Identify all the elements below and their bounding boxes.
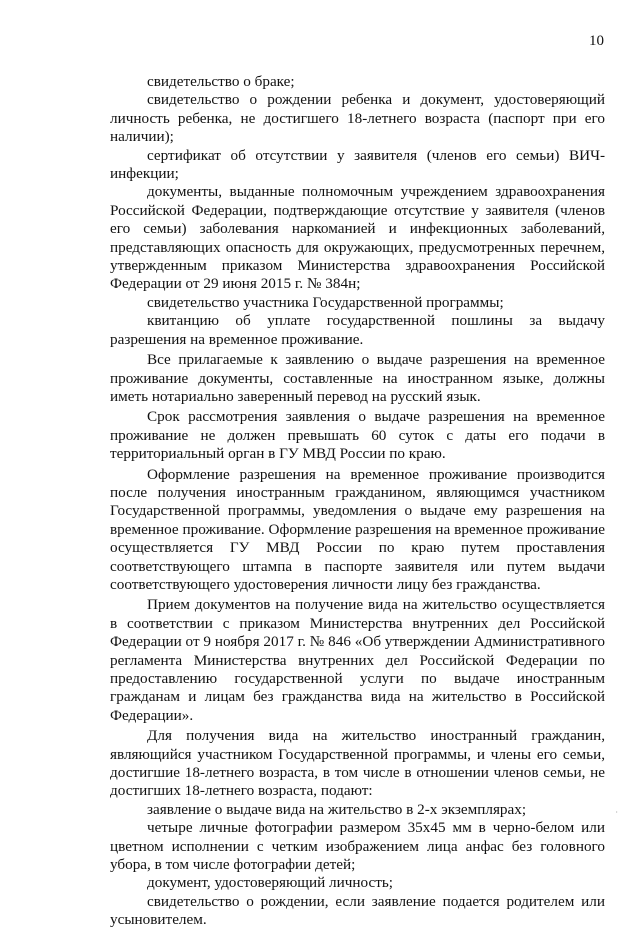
paragraph-review-period: Срок рассмотрения заявления о выдаче разрешения на временное проживание не должен превышать 60 суток с даты его подачи в территориальный орган в ГУ МВД России по краю.: [110, 408, 605, 463]
paragraph-hiv-certificate: сертификат об отсутствии у заявителя (членов его семьи) ВИЧ-инфекции;: [110, 146, 605, 183]
paragraph-birth-certificate-parent: свидетельство о рождении, если заявление подается родителем или усыновителем.: [110, 892, 605, 929]
paragraph-marriage-certificate: свидетельство о браке;: [147, 73, 295, 90]
paragraph-permit-registration: Оформление разрешения на временное проживание производится после получения иностранным гражданином, являющимся участником Государственной программы, уведомления о выдаче ему разрешения на временное проживание. Оформление разрешения на временное проживание осуществляется ГУ МВД России по краю путем проставления соответствующего штампа в паспорте заявителя или путем выдачи соответствующего удостоверения личности лицу без гражданства.: [110, 465, 605, 593]
paragraph-photographs: четыре личные фотографии размером 35x45 мм в черно-белом или цветном исполнении с четким изображением лица анфас без головного убора, в том числе фотографии детей;: [110, 819, 605, 874]
paragraph-residence-permit-intake: Прием документов на получение вида на жительство осуществляется в соответствии с приказом Министерства внутренних дел Российской Федерации от 9 ноября 2017 г. № 846 «Об утверждении Административного регламента Министерства внутренних дел Российской Федерации по предоставлению государственной услуги по выдаче иностранным гражданам и лицам без гражданства вида на жительство в Российской Федерации».: [110, 596, 605, 724]
paragraph-foreign-language-documents: Все прилагаемые к заявлению о выдаче разрешения на временное проживание документы, составленные на иностранном языке, должны иметь нотариально заверенный перевод на русский язык.: [110, 351, 605, 405]
page-number: 10: [589, 33, 604, 49]
paragraph-application-copies: заявление о выдаче вида на жительство в 2-х экземплярах;: [147, 800, 527, 818]
paragraph-residence-permit-requirements: Для получения вида на жительство иностранный гражданин, являющийся участником Государственной программы, и члены его семьи, достигшие 18-летнего возраста, в том числе в отношении членов семьи, не достигших 18-летнего возраста, подают:: [110, 727, 605, 800]
paragraph-child-birth-certificate: свидетельство о рождении ребенка и документ, удостоверяющий личность ребенка, не достигшего 18-летнего возраста (паспорт при его наличии);: [110, 91, 605, 146]
paragraph-identity-document: документ, удостоверяющий личность;: [147, 874, 394, 892]
paragraph-health-documents: документы, выданные полномочным учреждением здравоохранения Российской Федерации, подтверждающие отсутствие у заявителя (членов его семьи) заболевания наркоманией и инфекционных заболеваний, представляющих опасность для окружающих, предусмотренных перечнем, утвержденным приказом Министерства здравоохранения Российской Федерации от 29 июня 2015 г. № 384н;: [110, 183, 605, 293]
paragraph-program-participant-certificate: свидетельство участника Государственной программы;: [147, 293, 504, 311]
paragraph-state-fee-receipt: квитанцию об уплате государственной пошлины за выдачу разрешения на временное проживание.: [110, 312, 605, 348]
document-body: [110, 73, 605, 930]
scan-margin-mark: ·: [615, 808, 618, 817]
